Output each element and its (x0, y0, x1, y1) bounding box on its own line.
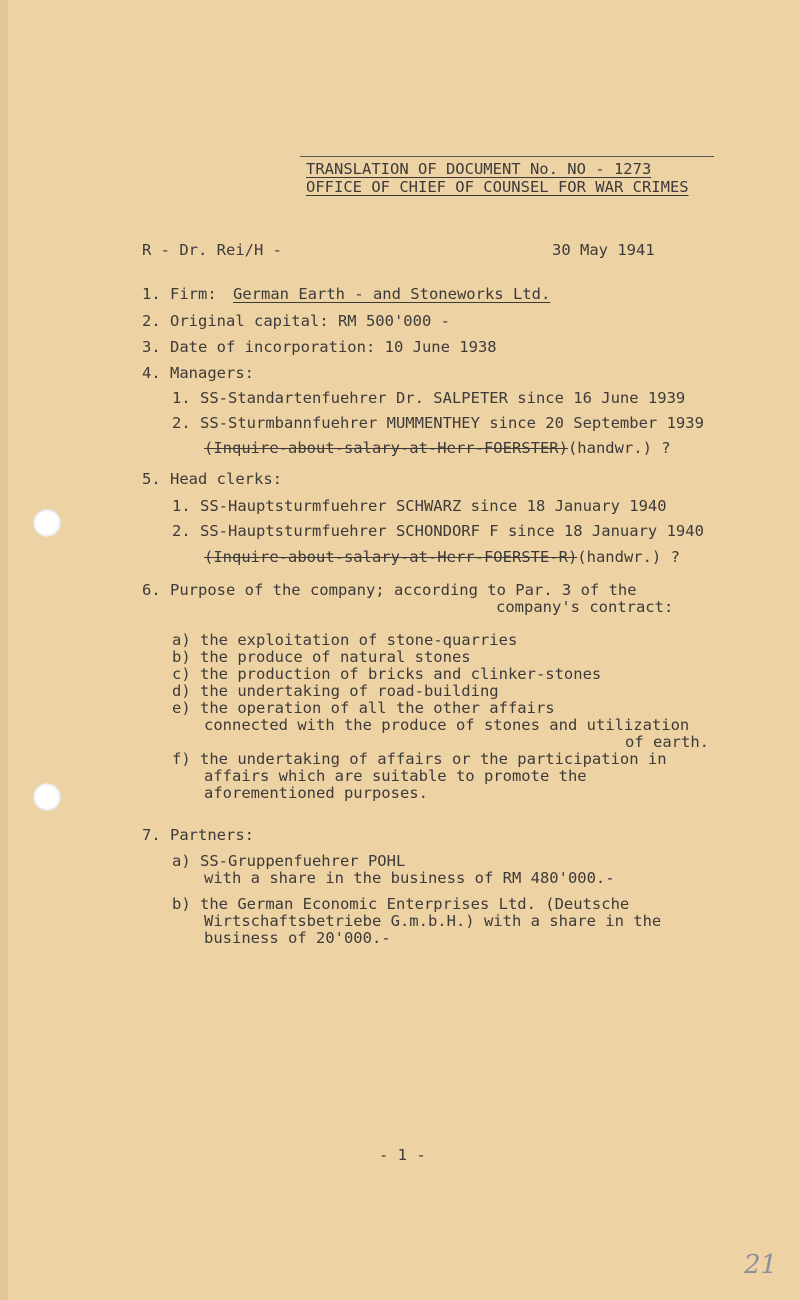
purpose-heading: 6. Purpose of the company; according to Par. 3 of the (142, 581, 637, 599)
handwritten-page-number: 21 (744, 1250, 778, 1280)
purpose-a: a) the exploitation of stone-quarries (172, 631, 518, 649)
firm-value: German Earth - and Stoneworks Ltd. (233, 285, 551, 303)
clerk-2: 2. SS-Hauptsturmfuehrer SCHONDORF F since 18 January 1940 (172, 522, 704, 540)
clerk-1: 1. SS-Hauptsturmfuehrer SCHWARZ since 18 January 1940 (172, 497, 667, 515)
purpose-e-3: of earth. (625, 733, 709, 751)
managers-label: 4. Managers: (142, 364, 254, 382)
partner-b-1: b) the German Economic Enterprises Ltd. (Deutsche (172, 895, 630, 913)
partner-a-1: a) SS-Gruppenfuehrer POHL (172, 852, 406, 870)
paper-edge (0, 0, 8, 1300)
reference-code: R - Dr. Rei/H - (142, 241, 282, 259)
manager-2-note-struck: (Inquire-about-salary-at-Herr-FOERSTER) (204, 439, 568, 457)
header-line-2: OFFICE OF CHIEF OF COUNSEL FOR WAR CRIMES (306, 178, 689, 196)
header-rule (300, 156, 714, 157)
head-clerks-label: 5. Head clerks: (142, 470, 282, 488)
document-date: 30 May 1941 (552, 241, 655, 259)
manager-2-note (204, 439, 671, 457)
incorporation-date: 3. Date of incorporation: 10 June 1938 (142, 338, 497, 356)
partner-b-2: Wirtschaftsbetriebe G.m.b.H.) with a share in the (204, 912, 662, 930)
punch-hole-upper (33, 509, 61, 537)
purpose-f-1: f) the undertaking of affairs or the participation in (172, 750, 667, 768)
purpose-d: d) the undertaking of road-building (172, 682, 499, 700)
purpose-heading-cont: company's contract: (496, 598, 674, 616)
purpose-b: b) the produce of natural stones (172, 648, 471, 666)
page-number: - 1 - (379, 1146, 426, 1164)
purpose-e-2: connected with the produce of stones and utilization (204, 716, 690, 734)
purpose-f-3: aforementioned purposes. (204, 784, 428, 802)
clerk-2-note (204, 548, 680, 566)
firm-label: 1. Firm: (142, 285, 217, 303)
header-line-1: TRANSLATION OF DOCUMENT No. NO - 1273 (306, 160, 652, 178)
purpose-e-1: e) the operation of all the other affairs (172, 699, 555, 717)
punch-hole-lower (33, 783, 61, 811)
manager-1: 1. SS-Standartenfuehrer Dr. SALPETER since 16 June 1939 (172, 389, 686, 407)
partner-a-2: with a share in the business of RM 480'000.- (204, 869, 615, 887)
original-capital: 2. Original capital: RM 500'000 - (142, 312, 450, 330)
manager-2: 2. SS-Sturmbannfuehrer MUMMENTHEY since 20 September 1939 (172, 414, 704, 432)
manager-2-note-tail: (handwr.) ? (567, 439, 671, 457)
clerk-2-note-struck: (Inquire-about-salary-at-Herr-FOERSTE-R) (204, 548, 578, 566)
purpose-c: c) the production of bricks and clinker-stones (172, 665, 602, 683)
purpose-f-2: affairs which are suitable to promote the (204, 767, 587, 785)
clerk-2-note-tail: (handwr.) ? (577, 548, 680, 566)
partners-label: 7. Partners: (142, 826, 254, 844)
partner-b-3: business of 20'000.- (204, 929, 391, 947)
